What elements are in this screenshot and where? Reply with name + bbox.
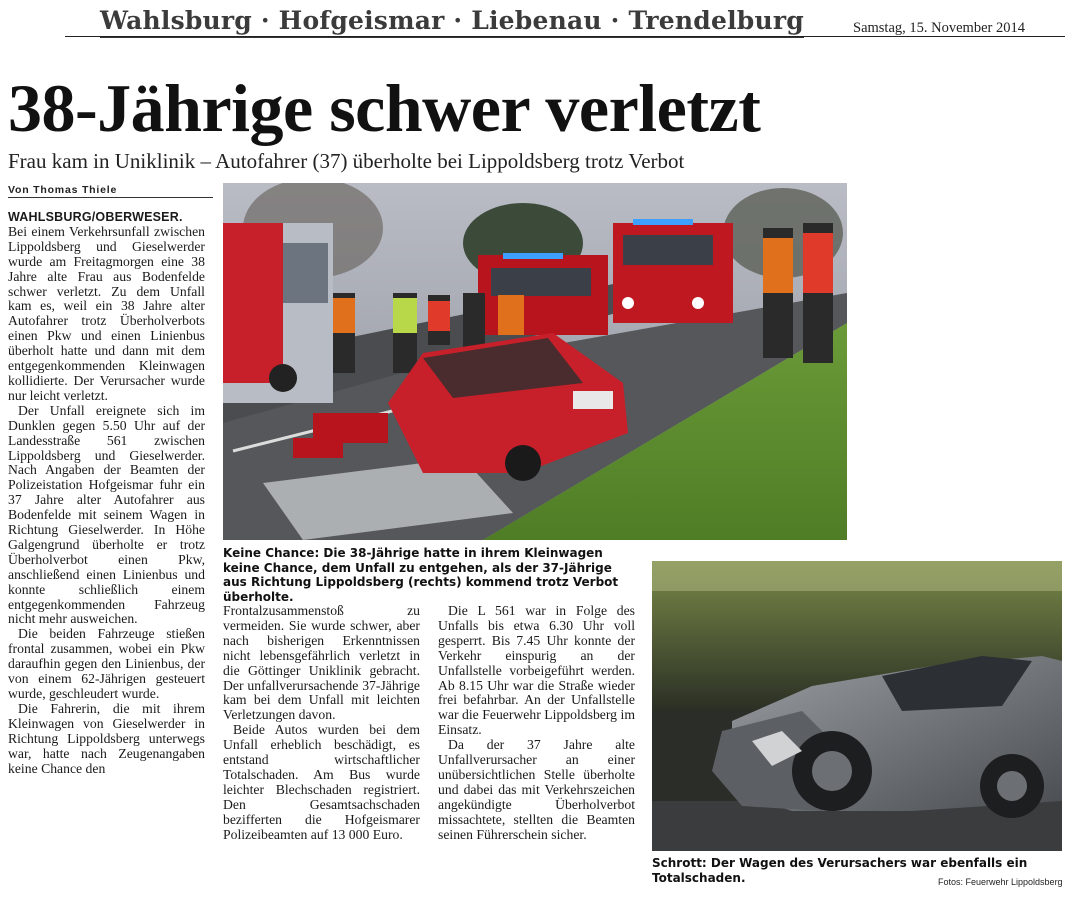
paragraph: Bei einem Verkehrsunfall zwischen Lippoldsberg und Gieselwerder wurde am Freitagmorgen eine 38 Jahre alte Frau aus Bodenfelde schwer verletzt. Zu dem Unfall kam es, weil ein 38 Jahre alter Autofahrer trotz Überholverbots einen Pkw und einen Linienbus überholt hatte und dann mit dem entgegenkommenden Kleinwagen kollidierte. Der Verursacher wurde nur leicht verletzt. [8, 223, 205, 403]
section-title: Wahlsburg · Hofgeismar · Liebenau · Trendelburg [100, 6, 804, 38]
paragraph: Beide Autos wurden bei dem Unfall erheblich beschädigt, es entstand wirtschaftlicher Totalschaden. Am Bus wurde leichter Blechschaden registriert. Den Gesamtsachschaden bezifferten die Hofgeismarer Polizeibeamten auf 13 000 Euro. [223, 722, 420, 842]
paragraph: Die Fahrerin, die mit ihrem Kleinwagen von Gieselwerder in Richtung Lippoldsberg unterwegs war, hatte nach Zeugenangaben keine Chance den [8, 700, 205, 776]
headline: 38-Jährige schwer verletzt [8, 70, 761, 146]
paragraph: Frontalzusammenstoß zu vermeiden. Sie wurde schwer, aber nach bisherigen Erkenntnissen nicht lebensgefährlich verletzt in die Göttinger Uniklinik gebracht. Der unfallverursachende 37-Jährige kam bei dem Unfall mit leichten Verletzungen davon. [223, 603, 420, 723]
paragraph: Da der 37 Jahre alte Unfallverursacher an einer unübersichtlichen Stelle überholte und dabei das mit Verkehrszeichen angekündigte Überholverbot missachtete, stellten die Beamten seinen Führerschein sicher. [438, 737, 635, 842]
main-photo [223, 183, 847, 540]
paragraph: Die beiden Fahrzeuge stießen frontal zusammen, wobei ein Pkw daraufhin gegen den Linienbus, der von einem 62-Jährigen gesteuert wurde, geschleudert wurde. [8, 626, 205, 701]
paragraph: Der Unfall ereignete sich im Dunklen gegen 5.50 Uhr auf der Landesstraße 561 zwischen Lippoldsberg und Gieselwerder. Nach Angaben der Beamten der Polizeistation Hofgeismar fuhr ein 37 Jahre alter Autofahrer aus Bodenfelde mit seinem Wagen in Richtung Gieselwerder. In Höhe Galgengrund überholte er trotz Überholverbot einen Pkw, anschließend einen Linienbus und konnte schließlich einem entgegenkommenden Fahrzeug nicht mehr ausweichen. [8, 402, 205, 627]
article-column-1 [8, 210, 205, 776]
second-photo [652, 561, 1062, 851]
main-photo-caption: Keine Chance: Die 38-Jährige hatte in ihrem Kleinwagen keine Chance, dem Unfall zu entgehen, als der 37-Jährige aus Richtung Lippoldsberg (rechts) kommend trotz Verbot überholte. [223, 546, 619, 604]
article-column-3 [438, 604, 635, 843]
subheadline: Frau kam in Uniklinik – Autofahrer (37) überholte bei Lippoldsberg trotz Verbot [8, 149, 685, 173]
paragraph: Die L 561 war in Folge des Unfalls bis etwa 6.30 Uhr voll gesperrt. Bis 7.45 Uhr konnte der Verkehr einspurig an der Unfallstelle vorbeigeführt werden. Ab 8.15 Uhr war die Straße wieder frei befahrbar. An der Unfallstelle war die Feuerwehr Lippoldsberg im Einsatz. [438, 603, 635, 738]
photo-credit: Fotos: Feuerwehr Lippoldsberg [938, 877, 1063, 887]
article-column-2 [223, 604, 420, 843]
byline: Von Thomas Thiele [8, 184, 213, 198]
dateline: WAHLSBURG/OBERWESER. [8, 210, 183, 224]
second-photo-caption: Schrott: Der Wagen des Verursachers war ebenfalls ein Totalschaden. [652, 856, 1028, 885]
issue-date: Samstag, 15. November 2014 [853, 20, 1025, 36]
